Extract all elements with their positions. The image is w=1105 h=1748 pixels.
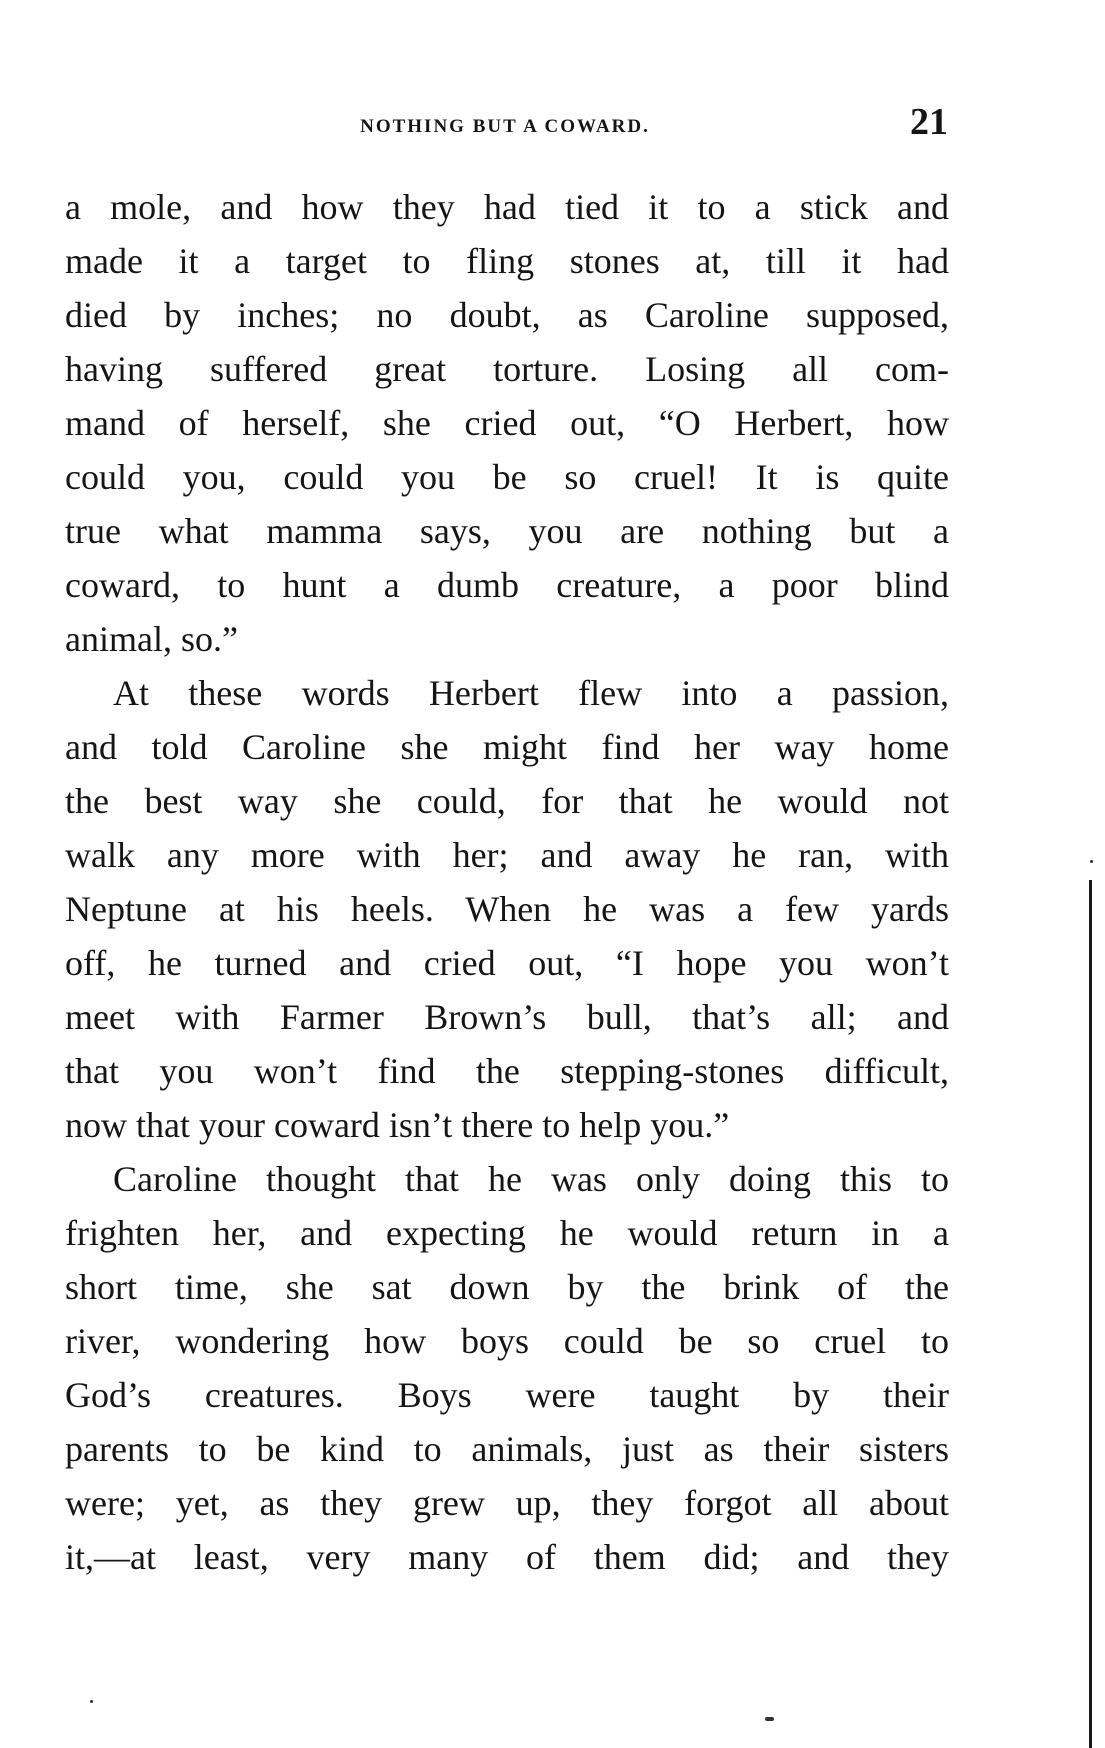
text-line: true what mamma says, you are nothing but a [65, 511, 949, 551]
ink-speck [765, 1717, 774, 1721]
page-number: 21 [910, 101, 948, 143]
text-line: walk any more with her; and away he ran, with [65, 835, 949, 875]
text-line: made it a target to fling stones at, till it had [65, 241, 949, 281]
paragraph-start-line: At these words Herbert flew into a passion, [113, 673, 949, 713]
text-line: God’s creatures. Boys were taught by their [65, 1375, 949, 1415]
text-line: that you won’t find the stepping-stones difficult, [65, 1051, 949, 1091]
text-line: short time, she sat down by the brink of the [65, 1267, 949, 1307]
text-line: frighten her, and expecting he would return in a [65, 1213, 949, 1253]
text-line: meet with Farmer Brown’s bull, that’s all; and [65, 997, 949, 1037]
text-line: it,—at least, very many of them did; and they [65, 1537, 949, 1577]
text-line: coward, to hunt a dumb creature, a poor blind [65, 565, 949, 605]
running-head [60, 100, 950, 146]
text-line: parents to be kind to animals, just as their sisters [65, 1429, 949, 1469]
text-line: and told Caroline she might find her way home [65, 727, 949, 767]
text-line: now that your coward isn’t there to help you.” [65, 1105, 730, 1145]
text-line: off, he turned and cried out, “I hope you won’t [65, 943, 949, 983]
text-line: were; yet, as they grew up, they forgot all about [65, 1483, 949, 1523]
text-line: a mole, and how they had tied it to a stick and [65, 187, 949, 227]
text-line: the best way she could, for that he would not [65, 781, 949, 821]
text-line: died by inches; no doubt, as Caroline supposed, [65, 295, 949, 335]
text-line: Neptune at his heels. When he was a few yards [65, 889, 949, 929]
text-line: mand of herself, she cried out, “O Herbert, how [65, 403, 949, 443]
text-line: having suffered great torture. Losing all com- [65, 349, 949, 389]
scan-edge-rule [1089, 880, 1092, 1748]
body-text [65, 180, 949, 1584]
paragraph-start-line: Caroline thought that he was only doing this to [113, 1159, 949, 1199]
text-line: animal, so.” [65, 619, 238, 659]
running-title: NOTHING BUT A COWARD. [360, 116, 650, 137]
ink-speck [90, 1700, 93, 1703]
ink-speck [1090, 860, 1093, 863]
text-line: could you, could you be so cruel! It is quite [65, 457, 949, 497]
text-line: river, wondering how boys could be so cruel to [65, 1321, 949, 1361]
